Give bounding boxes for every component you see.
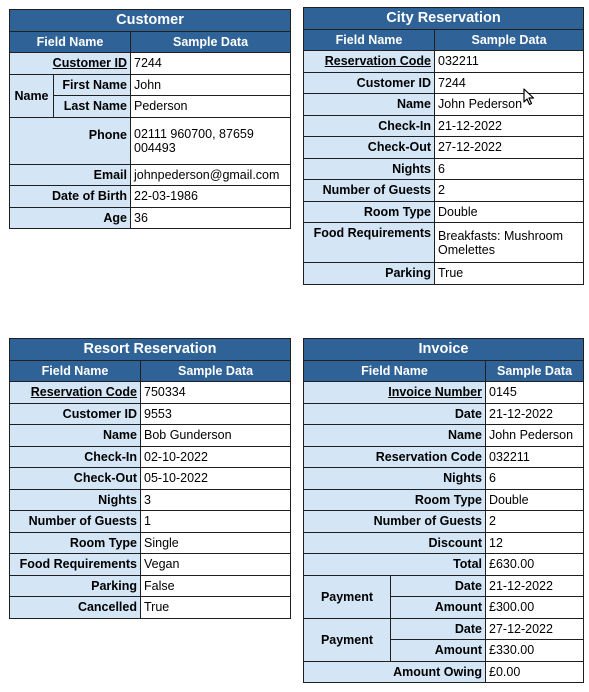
city-row-label: Name — [304, 94, 435, 116]
customer-header-data: Sample Data — [131, 31, 291, 53]
invoice-row-value: 0145 — [486, 382, 584, 404]
invoice-row-label: Total — [304, 554, 486, 576]
email-label: Email — [10, 164, 131, 186]
invoice-row-label: Reservation Code — [304, 446, 486, 468]
resort-row-label: Customer ID — [10, 403, 141, 425]
invoice-row-label: Discount — [304, 532, 486, 554]
payment-date-value: 27-12-2022 — [486, 618, 584, 640]
resort-row-value: True — [141, 597, 291, 619]
invoice-row-value: 032211 — [486, 446, 584, 468]
customer-header-field: Field Name — [10, 31, 131, 53]
phone-label: Phone — [10, 117, 131, 164]
phone-value: 02111 960700, 87659 004493 — [131, 117, 291, 164]
resort-row-value: Single — [141, 532, 291, 554]
resort-row-value: 02-10-2022 — [141, 446, 291, 468]
customer-title: Customer — [10, 10, 291, 32]
resort-row-value: Bob Gunderson — [141, 425, 291, 447]
city-reservation-table — [303, 7, 584, 285]
resort-header-field: Field Name — [10, 360, 141, 382]
last-name-label: Last Name — [54, 96, 131, 118]
invoice-row-value: 12 — [486, 532, 584, 554]
resort-row-label: Check-In — [10, 446, 141, 468]
resort-title: Resort Reservation — [10, 339, 291, 361]
invoice-row-label: Number of Guests — [304, 511, 486, 533]
invoice-row-value: 2 — [486, 511, 584, 533]
payment-group-label: Payment — [304, 618, 391, 661]
city-row-label: Check-Out — [304, 137, 435, 159]
resort-row-value: 9553 — [141, 403, 291, 425]
payment-date-label: Date — [391, 618, 486, 640]
payment-amount-value: £330.00 — [486, 640, 584, 662]
first-name-value: John — [131, 74, 291, 96]
customer-id-label: Customer ID — [10, 53, 131, 75]
city-row-value: True — [435, 263, 584, 285]
payment-amount-label: Amount — [391, 597, 486, 619]
payment-amount-value: £300.00 — [486, 597, 584, 619]
resort-row-label: Name — [10, 425, 141, 447]
invoice-row-value: £630.00 — [486, 554, 584, 576]
amount-owing-value: £0.00 — [486, 661, 584, 683]
invoice-row-label: Name — [304, 425, 486, 447]
payment-date-value: 21-12-2022 — [486, 575, 584, 597]
dob-label: Date of Birth — [10, 186, 131, 208]
age-label: Age — [10, 207, 131, 229]
resort-row-value: Vegan — [141, 554, 291, 576]
dob-value: 22-03-1986 — [131, 186, 291, 208]
resort-row-label: Number of Guests — [10, 511, 141, 533]
resort-row-value: 05-10-2022 — [141, 468, 291, 490]
city-row-label: Food Requirements — [304, 223, 435, 263]
age-value: 36 — [131, 207, 291, 229]
city-header-data: Sample Data — [435, 29, 584, 51]
resort-row-label: Nights — [10, 489, 141, 511]
invoice-row-value: 21-12-2022 — [486, 403, 584, 425]
invoice-row-label: Date — [304, 403, 486, 425]
city-row-label: Parking — [304, 263, 435, 285]
last-name-value: Pederson — [131, 96, 291, 118]
city-row-value: Double — [435, 201, 584, 223]
resort-row-label: Cancelled — [10, 597, 141, 619]
invoice-row-label: Room Type — [304, 489, 486, 511]
city-row-label: Customer ID — [304, 72, 435, 94]
invoice-header-data: Sample Data — [486, 360, 584, 382]
resort-header-data: Sample Data — [141, 360, 291, 382]
payment-group-label: Payment — [304, 575, 391, 618]
resort-row-label: Parking — [10, 575, 141, 597]
resort-row-value: 3 — [141, 489, 291, 511]
city-row-value: 2 — [435, 180, 584, 202]
name-group-label: Name — [10, 74, 54, 117]
resort-reservation-table — [9, 338, 291, 619]
city-row-value: John Pederson — [435, 94, 584, 116]
city-row-label: Number of Guests — [304, 180, 435, 202]
city-header-field: Field Name — [304, 29, 435, 51]
city-row-label: Reservation Code — [304, 51, 435, 73]
invoice-title: Invoice — [304, 339, 584, 361]
invoice-row-value: Double — [486, 489, 584, 511]
invoice-row-label: Nights — [304, 468, 486, 490]
invoice-table — [303, 338, 584, 683]
payment-date-label: Date — [391, 575, 486, 597]
mouse-pointer-icon — [523, 88, 535, 106]
invoice-row-value: John Pederson — [486, 425, 584, 447]
city-row-value: 7244 — [435, 72, 584, 94]
first-name-label: First Name — [54, 74, 131, 96]
city-row-value: 6 — [435, 158, 584, 180]
city-row-label: Room Type — [304, 201, 435, 223]
resort-row-label: Check-Out — [10, 468, 141, 490]
resort-row-value: 1 — [141, 511, 291, 533]
invoice-row-label: Invoice Number — [304, 382, 486, 404]
resort-row-label: Food Requirements — [10, 554, 141, 576]
city-row-label: Check-In — [304, 115, 435, 137]
resort-row-label: Reservation Code — [10, 382, 141, 404]
city-row-label: Nights — [304, 158, 435, 180]
city-row-value: 21-12-2022 — [435, 115, 584, 137]
resort-row-label: Room Type — [10, 532, 141, 554]
invoice-header-field: Field Name — [304, 360, 486, 382]
city-row-value: 032211 — [435, 51, 584, 73]
resort-row-value: 750334 — [141, 382, 291, 404]
payment-amount-label: Amount — [391, 640, 486, 662]
invoice-row-value: 6 — [486, 468, 584, 490]
city-row-value: Breakfasts: Mushroom Omelettes — [435, 223, 584, 263]
customer-id-value: 7244 — [131, 53, 291, 75]
amount-owing-label: Amount Owing — [304, 661, 486, 683]
customer-table — [9, 9, 291, 229]
city-row-value: 27-12-2022 — [435, 137, 584, 159]
resort-row-value: False — [141, 575, 291, 597]
city-title: City Reservation — [304, 8, 584, 30]
email-value: johnpederson@gmail.com — [131, 164, 291, 186]
